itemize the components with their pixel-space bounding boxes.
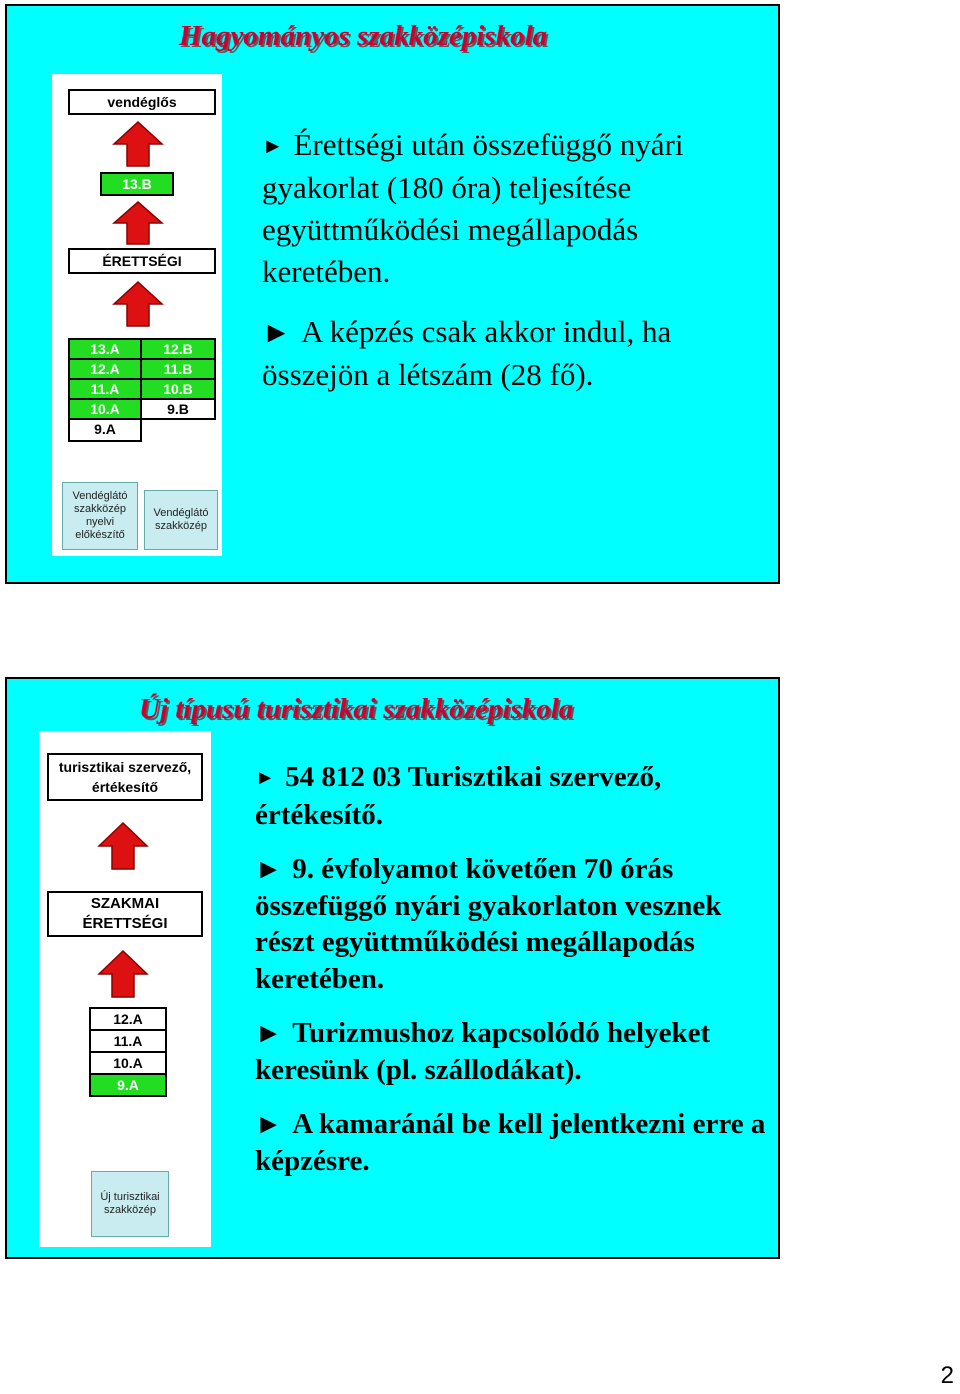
career-path-diagram xyxy=(39,731,211,1247)
bullet-item xyxy=(255,1106,770,1179)
bullet-list xyxy=(255,759,770,1179)
grade-13b-box: 13.B xyxy=(100,172,174,196)
bullet-text: Turizmushoz kapcsolódó helyeket keresünk (pl. szállodákat). xyxy=(255,1017,711,1086)
grade-cell: 11.A xyxy=(89,1029,167,1053)
bullet-text: 54 812 03 Turisztikai szervező, értékesítő. xyxy=(255,761,662,831)
bullet-marker-icon: ► xyxy=(255,1017,283,1048)
bullet-text: A kamaránál be kell jelentkezni erre a képzésre. xyxy=(255,1108,766,1177)
bullet-marker-icon: ► xyxy=(262,317,292,349)
program-tag: Vendéglátó szakközép xyxy=(144,490,218,550)
up-arrow-icon xyxy=(112,120,164,168)
grade-cell: 11.A xyxy=(68,378,142,400)
diagram-top-box: turisztikai szervező, értékesítő xyxy=(47,753,203,801)
bullet-marker-icon: ► xyxy=(255,1108,283,1139)
grade-cell: 9.A xyxy=(68,418,142,442)
grade-cell: 9.B xyxy=(140,398,216,420)
bullet-marker-icon: ► xyxy=(262,134,284,158)
bullet-item xyxy=(262,311,772,396)
bullet-item xyxy=(255,851,770,997)
bullet-item xyxy=(255,759,770,833)
grade-cell: 12.B xyxy=(140,338,216,360)
slide-traditional-school xyxy=(5,4,780,584)
grade-cell: 11.B xyxy=(140,358,216,380)
bullet-text: Érettségi után összefüggő nyári gyakorlat (180 óra) teljesítése együttműködési megállapodás keretében. xyxy=(262,127,684,289)
up-arrow-icon xyxy=(97,949,149,999)
career-path-diagram xyxy=(52,74,222,556)
bullet-list xyxy=(262,124,772,396)
bullet-marker-icon: ► xyxy=(255,767,276,789)
grade-cell: 10.A xyxy=(89,1051,167,1075)
program-tag: Új turisztikai szakközép xyxy=(91,1171,169,1237)
up-arrow-icon xyxy=(112,200,164,246)
slide-title: Hagyományos szakközépiskola xyxy=(179,20,548,52)
up-arrow-icon xyxy=(97,821,149,871)
grade-cell: 13.A xyxy=(68,338,142,360)
szakmai-erettsegi-box: SZAKMAI ÉRETTSÉGI xyxy=(47,891,203,937)
grade-cell: 10.A xyxy=(68,398,142,420)
bullet-item xyxy=(255,1015,770,1088)
slide-new-tourism-school xyxy=(5,677,780,1259)
erettsegi-box: ÉRETTSÉGI xyxy=(68,248,216,274)
page-number: 2 xyxy=(940,1362,954,1389)
bullet-item xyxy=(262,124,772,293)
grade-cell: 12.A xyxy=(89,1007,167,1031)
grade-cell: 12.A xyxy=(68,358,142,380)
up-arrow-icon xyxy=(112,280,164,328)
program-tag: Vendéglátó szakközép nyelvi előkészítő xyxy=(62,482,138,550)
bullet-marker-icon: ► xyxy=(255,853,283,884)
grade-cell: 10.B xyxy=(140,378,216,400)
bullet-text: 9. évfolyamot követően 70 órás összefüggő nyári gyakorlaton vesznek részt együttműködési megállapodás keretében. xyxy=(255,853,722,995)
slide-title: Új típusú turisztikai szakközépiskola xyxy=(139,693,574,725)
diagram-top-box: vendéglős xyxy=(68,89,216,115)
bullet-text: A képzés csak akkor indul, ha összejön a létszám (28 fő). xyxy=(262,314,672,392)
grade-cell: 9.A xyxy=(89,1073,167,1097)
